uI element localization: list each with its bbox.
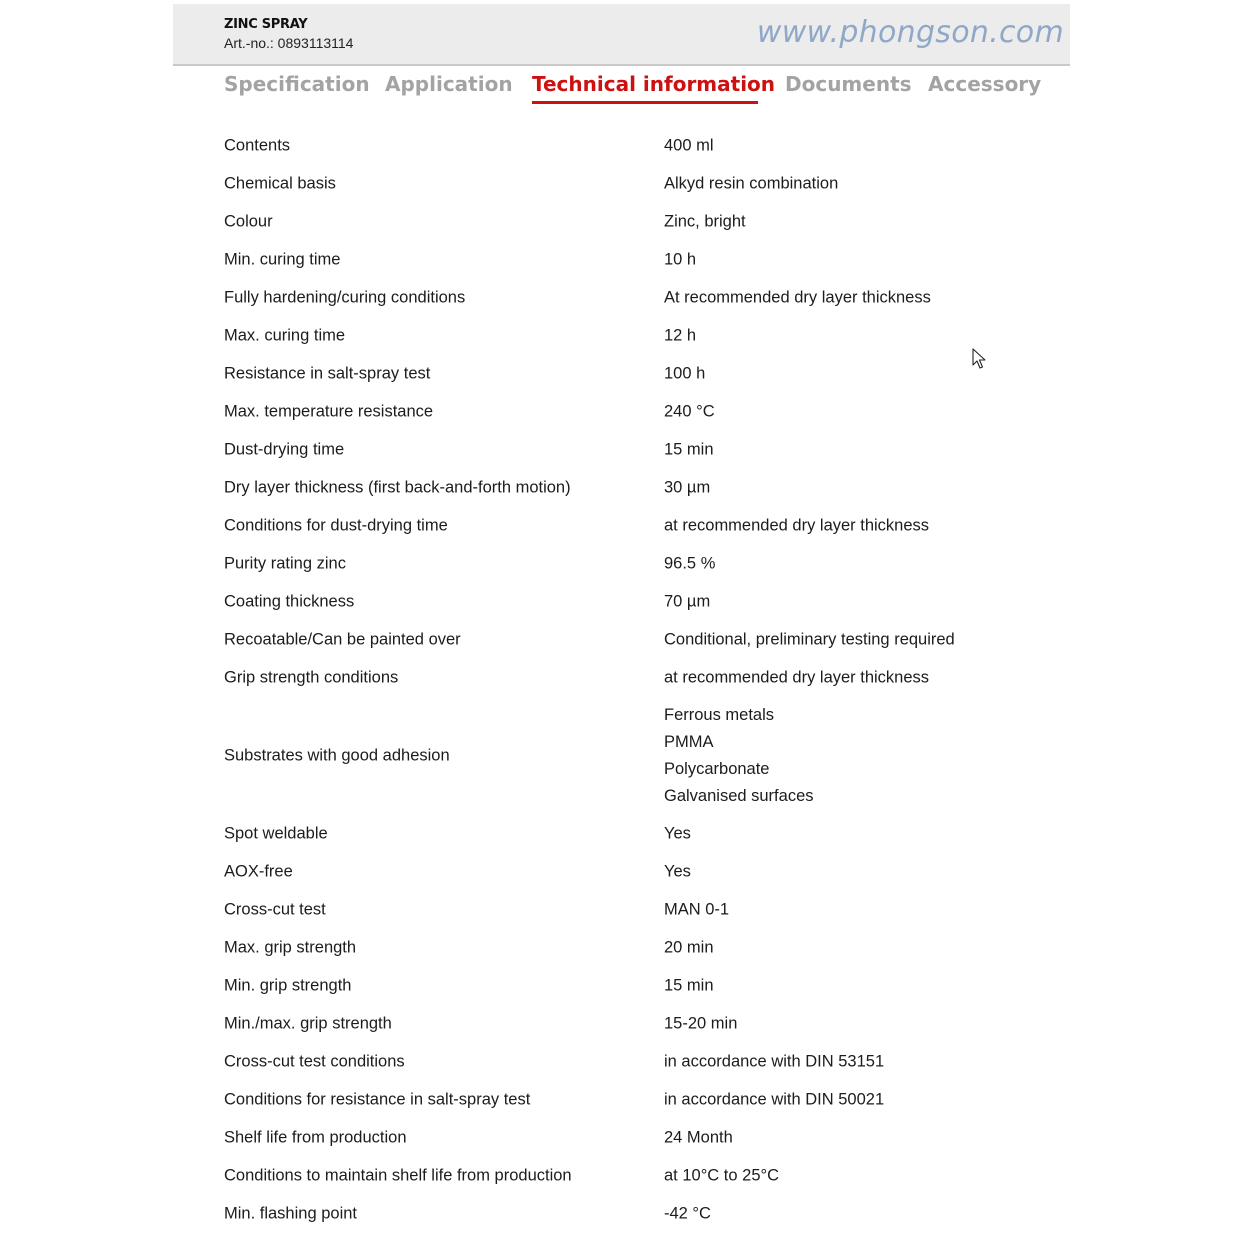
spec-label: Min. curing time bbox=[224, 250, 341, 269]
spec-row bbox=[224, 393, 1024, 431]
spec-row bbox=[224, 1119, 1024, 1157]
spec-row bbox=[224, 355, 1024, 393]
spec-value: at 10°C to 25°C bbox=[664, 1166, 780, 1185]
spec-label: Colour bbox=[224, 212, 273, 231]
spec-value: 20 min bbox=[664, 938, 714, 957]
spec-value: Zinc, bright bbox=[664, 212, 746, 231]
spec-row bbox=[224, 431, 1024, 469]
spec-row bbox=[224, 1195, 1024, 1233]
spec-value: -42 °C bbox=[664, 1204, 711, 1223]
spec-value: 15-20 min bbox=[664, 1014, 738, 1033]
spec-label: Resistance in salt-spray test bbox=[224, 364, 431, 383]
spec-label: Min. grip strength bbox=[224, 976, 352, 995]
spec-label: Conditions to maintain shelf life from production bbox=[224, 1166, 572, 1185]
spec-label: Cross-cut test conditions bbox=[224, 1052, 405, 1071]
spec-value: 240 °C bbox=[664, 402, 715, 421]
spec-value-line: Galvanised surfaces bbox=[664, 787, 814, 805]
spec-label: Min./max. grip strength bbox=[224, 1014, 392, 1033]
spec-label: Conditions for resistance in salt-spray test bbox=[224, 1090, 531, 1109]
spec-value: MAN 0-1 bbox=[664, 900, 730, 919]
spec-value: in accordance with DIN 50021 bbox=[664, 1090, 885, 1109]
spec-value: Yes bbox=[664, 824, 691, 843]
spec-row bbox=[224, 659, 1024, 697]
spec-value: 10 h bbox=[664, 250, 697, 269]
active-tab-underline bbox=[532, 101, 758, 104]
spec-row bbox=[224, 545, 1024, 583]
spec-value: 12 h bbox=[664, 326, 697, 345]
spec-value: Alkyd resin combination bbox=[664, 174, 839, 193]
spec-label: Contents bbox=[224, 136, 291, 155]
spec-row bbox=[224, 929, 1024, 967]
tab-technical-information[interactable]: Technical information bbox=[532, 72, 776, 96]
spec-label: Chemical basis bbox=[224, 174, 336, 193]
spec-value bbox=[664, 702, 814, 810]
spec-row bbox=[224, 583, 1024, 621]
spec-value: 70 µm bbox=[664, 592, 711, 611]
spec-row bbox=[224, 469, 1024, 507]
spec-value: 96.5 % bbox=[664, 554, 716, 573]
spec-value: 24 Month bbox=[664, 1128, 733, 1147]
spec-label: Grip strength conditions bbox=[224, 668, 399, 687]
spec-value: in accordance with DIN 53151 bbox=[664, 1052, 885, 1071]
spec-label: Max. grip strength bbox=[224, 938, 357, 957]
product-name: ZINC SPRAY bbox=[224, 17, 308, 32]
spec-value-line: PMMA bbox=[664, 733, 714, 751]
spec-label: Min. flashing point bbox=[224, 1204, 357, 1223]
spec-value: Conditional, preliminary testing required bbox=[664, 630, 955, 649]
product-header bbox=[173, 4, 1070, 66]
spec-row bbox=[224, 621, 1024, 659]
spec-row bbox=[224, 279, 1024, 317]
spec-label: Max. curing time bbox=[224, 326, 346, 345]
mouse-cursor-icon bbox=[972, 348, 988, 370]
spec-row bbox=[224, 697, 1024, 815]
spec-label: Purity rating zinc bbox=[224, 554, 346, 573]
spec-row bbox=[224, 203, 1024, 241]
spec-value: 400 ml bbox=[664, 136, 714, 155]
tab-application[interactable]: Application bbox=[385, 72, 513, 96]
tab-documents[interactable]: Documents bbox=[785, 72, 912, 96]
spec-row bbox=[224, 507, 1024, 545]
spec-row bbox=[224, 241, 1024, 279]
spec-row bbox=[224, 127, 1024, 165]
spec-row bbox=[224, 317, 1024, 355]
spec-label: Dry layer thickness (first back-and-forth motion) bbox=[224, 478, 571, 497]
spec-label: Substrates with good adhesion bbox=[224, 746, 450, 765]
spec-row bbox=[224, 815, 1024, 853]
spec-value: Yes bbox=[664, 862, 691, 881]
spec-label: Conditions for dust-drying time bbox=[224, 516, 448, 535]
spec-label: Dust-drying time bbox=[224, 440, 345, 459]
spec-label: AOX-free bbox=[224, 862, 293, 881]
technical-info-table bbox=[224, 127, 1024, 1233]
spec-label: Coating thickness bbox=[224, 592, 355, 611]
spec-label: Recoatable/Can be painted over bbox=[224, 630, 461, 649]
spec-row bbox=[224, 967, 1024, 1005]
spec-value: 15 min bbox=[664, 440, 714, 459]
spec-row bbox=[224, 165, 1024, 203]
watermark: www.phongson.com bbox=[756, 15, 1064, 50]
article-number: Art.-no.: 0893113114 bbox=[224, 35, 354, 51]
spec-value: 30 µm bbox=[664, 478, 711, 497]
spec-label: Fully hardening/curing conditions bbox=[224, 288, 466, 307]
spec-value-line: Polycarbonate bbox=[664, 760, 770, 778]
spec-row bbox=[224, 891, 1024, 929]
spec-value: at recommended dry layer thickness bbox=[664, 516, 930, 535]
spec-label: Cross-cut test bbox=[224, 900, 326, 919]
spec-row bbox=[224, 853, 1024, 891]
spec-value: 15 min bbox=[664, 976, 714, 995]
spec-label: Spot weldable bbox=[224, 824, 328, 843]
tab-specification[interactable]: Specification bbox=[224, 72, 370, 96]
spec-value: 100 h bbox=[664, 364, 706, 383]
spec-value-line: Ferrous metals bbox=[664, 706, 775, 724]
spec-label: Max. temperature resistance bbox=[224, 402, 434, 421]
spec-row bbox=[224, 1081, 1024, 1119]
spec-row bbox=[224, 1005, 1024, 1043]
spec-row bbox=[224, 1157, 1024, 1195]
spec-value: at recommended dry layer thickness bbox=[664, 668, 930, 687]
spec-label: Shelf life from production bbox=[224, 1128, 407, 1147]
spec-value: At recommended dry layer thickness bbox=[664, 288, 931, 307]
spec-row bbox=[224, 1043, 1024, 1081]
tab-accessory[interactable]: Accessory bbox=[928, 72, 1042, 96]
